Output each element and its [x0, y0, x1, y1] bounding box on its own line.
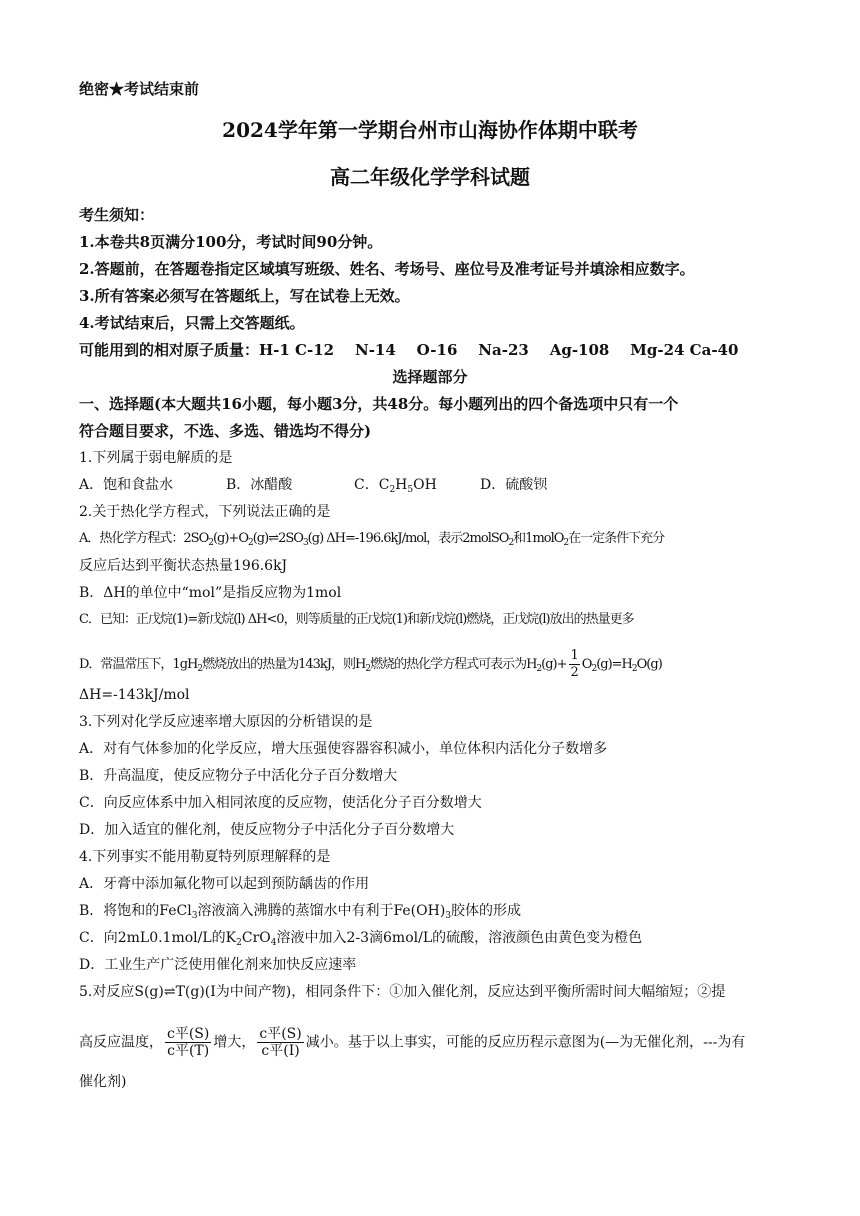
- q4-stem: 4.下列事实不能用勒夏特列原理解释的是: [79, 849, 331, 865]
- ratio-s-over-i: $\frac{\text{c平(S)}}{\text{c平(I)}}$: [259, 1026, 302, 1059]
- q3-option-d: D．加入适宜的催化剂，使反应物分子中活化分子百分数增大: [79, 822, 455, 838]
- q1-stem: 1.下列属于弱电解质的是: [79, 450, 233, 466]
- q1-option-a: A．饱和食盐水: [79, 477, 174, 493]
- q2-option-d: D．常温常压下，$1gH_2$燃烧放出的热量为143kJ，则$H_2$燃烧的热化学方程式可表示为$H_2(g)+$ $\frac{1}{2}$ $O_2(g)=H_2O(g)$: [79, 648, 662, 680]
- q3-option-a: A．对有气体参加的化学反应，增大压强使容器容积减小，单位体积内活化分子数增多: [79, 741, 608, 757]
- notice-item-2: 2.答题前，在答题卷指定区域填写班级、姓名、考场号、座位号及准考证号并填涂相应数字。: [79, 260, 695, 278]
- q2-option-c: C．已知：正戊烷(1)=新戊烷(l) ΔH<0，则等质量的正戊烷(1)和新戊烷(l)燃烧，正戊烷(l)放出的热量更多: [79, 612, 634, 627]
- atomic-mass-line: 可能用到的相对原子质量：H-1 C-12 N-14 O-16 Na-23 Ag-108 Mg-24 Ca-40: [79, 341, 739, 359]
- notice-item-4: 4.考试结束后，只需上交答题纸。: [79, 314, 305, 332]
- q3-option-c: C．向反应体系中加入相同浓度的反应物，使活化分子百分数增大: [79, 795, 482, 811]
- q3-stem: 3.下列对化学反应速率增大原因的分析错误的是: [79, 714, 373, 730]
- q2-option-a-cont: 反应后达到平衡状态热量196.6kJ: [79, 558, 288, 574]
- q5-stem-line-3: 催化剂): [79, 1074, 127, 1090]
- notice-heading: 考生须知：: [79, 206, 155, 224]
- exam-title: 2024学年第一学期台州市山海协作体期中联考: [222, 118, 638, 142]
- equilibrium-arrow-icon: ⇌: [163, 984, 176, 1000]
- q2-option-d-cont: ΔH=-143kJ/mol: [79, 687, 190, 703]
- notice-item-1: 1.本卷共8页满分100分，考试时间90分钟。: [79, 233, 383, 251]
- q3-option-b: B．升高温度，使反应物分子中活化分子百分数增大: [79, 768, 398, 784]
- q4-option-d: D．工业生产广泛使用催化剂来加快反应速率: [79, 957, 357, 973]
- equilibrium-arrow-icon: ⇌: [268, 531, 279, 546]
- q4-option-c: C．向2mL0.1mol/L的$K_2CrO_4$溶液中加入2-3滴6mol/L的硫酸，溶液颜色由黄色变为橙色: [79, 930, 643, 948]
- q2-stem: 2.关于热化学方程式，下列说法正确的是: [79, 504, 331, 520]
- section-intro-line-2: 符合题目要求，不选、多选、错选均不得分): [79, 422, 372, 440]
- notice-item-3: 3.所有答案必须写在答题纸上，写在试卷上无效。: [79, 287, 410, 305]
- fraction-half: $\frac{1}{2}$: [570, 648, 578, 680]
- ratio-s-over-t: $\frac{\text{c平(S)}}{\text{c平(T)}}$: [167, 1026, 210, 1059]
- q1-option-d: D．硫酸钡: [480, 477, 548, 493]
- q2-option-a: A．热化学方程式：$2SO_2(g)+O_2(g)\rightleftharpoons 2SO_3(g)$ ΔH=-196.6kJ/mol，表示2molSO$_2$和1molO$_2$在一定条件下充分: [79, 531, 665, 548]
- exam-subtitle: 高二年级化学学科试题: [330, 165, 530, 189]
- q4-option-b: B．将饱和的FeCl$_3$溶液滴入沸腾的蒸馏水中有利于$Fe(OH)_3$胶体的形成: [79, 903, 522, 921]
- q5-stem-line-2: 高反应温度， $\frac{\text{c平(S)}}{\text{c平(T)}}$ 增大， $\frac{\text{c平(S)}}{\text{c平(I)}}$ 减小。基于以上事实，可能的反应历程示意图为(—为无催化剂，---为有: [79, 1026, 746, 1059]
- q1-option-c: C．$C_2H_5OH$: [354, 477, 437, 495]
- q4-option-a: A．牙膏中添加氟化物可以起到预防龋齿的作用: [79, 876, 370, 892]
- q2-option-b: B．ΔH的单位中“mol”是指反应物为1mol: [79, 585, 342, 601]
- section-intro-line-1: 一、选择题(本大题共16小题，每小题3分，共48分。每小题列出的四个备选项中只有一个: [79, 395, 679, 413]
- section-title: 选择题部分: [392, 368, 468, 386]
- q5-stem-line-1: 5.对反应S(g)⇌T(g)(I为中间产物)，相同条件下：①加入催化剂，反应达到平衡所需时间大幅缩短；②提: [79, 984, 726, 1000]
- q1-option-b: B．冰醋酸: [226, 477, 293, 493]
- confidential-label: 绝密★考试结束前: [79, 80, 200, 98]
